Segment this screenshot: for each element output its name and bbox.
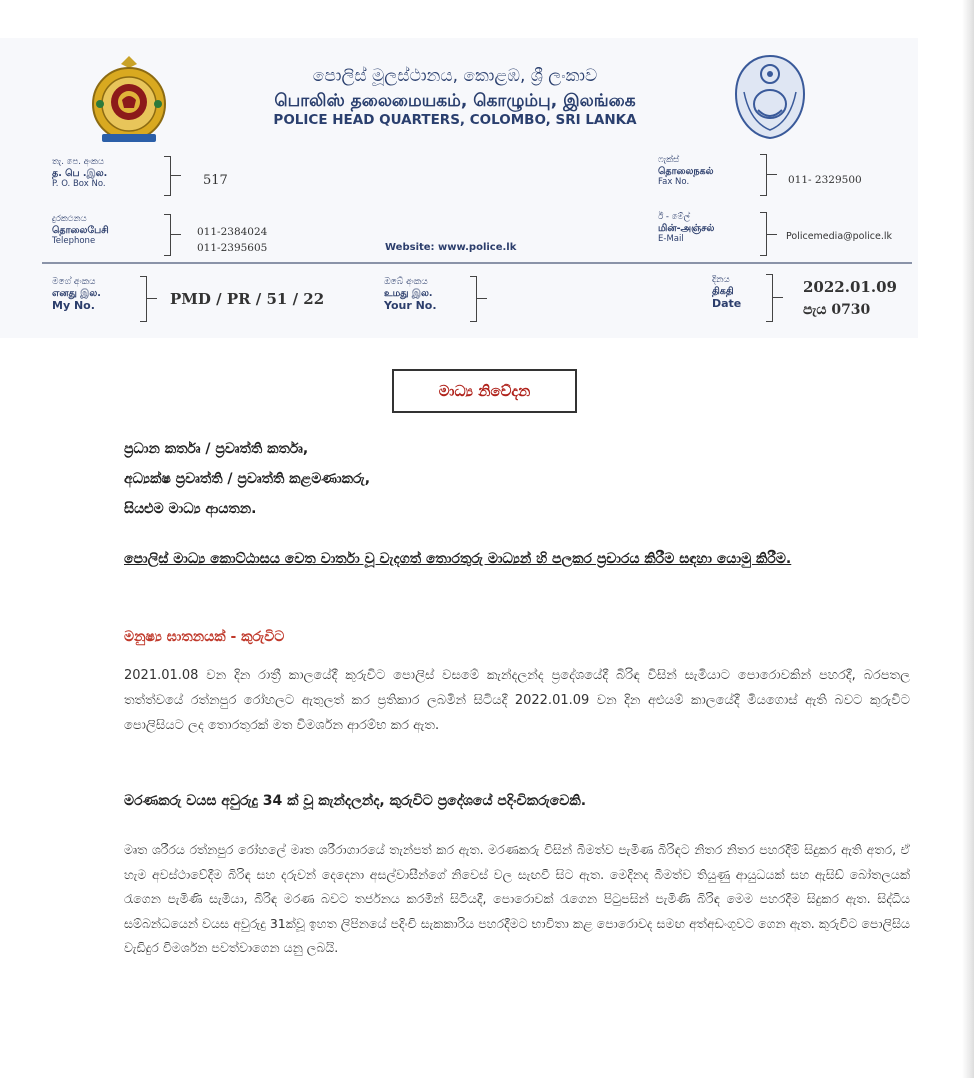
bracket xyxy=(470,276,477,322)
police-emblem-icon xyxy=(730,52,810,142)
header-name-english: POLICE HEAD QUARTERS, COLOMBO, SRI LANKA xyxy=(273,112,637,128)
header-divider xyxy=(42,262,912,264)
telephone-value-2: 011-2395605 xyxy=(197,242,268,254)
date-label: දිනය திகதி Date xyxy=(712,275,742,310)
my-no-label: මගේ අංකය எனது இல. My No. xyxy=(52,277,101,312)
national-emblem-icon xyxy=(88,54,170,144)
my-no-value: PMD / PR / 51 / 22 xyxy=(170,290,325,308)
email-label: ඊ - මේල් மின்-அஞ்சல் E-Mail xyxy=(658,212,715,244)
telephone-label: දුරකථනය தொலைபேசி Telephone xyxy=(52,214,109,246)
bracket xyxy=(760,212,767,256)
fax-value: 011- 2329500 xyxy=(788,174,862,186)
time-value: පැය 0730 xyxy=(803,302,871,318)
subject-line: පොලිස් මාධ්‍ය කොට්ඨාසය වෙත වාර්තා වූ වැදගත් තොරතුරු මාධ්‍යන් හි පලකර ප්‍රචාරය කිරීම සඳහා යොමු කිරීම. xyxy=(124,551,792,567)
website-link[interactable]: Website: www.police.lk xyxy=(385,242,517,253)
bracket-tick xyxy=(147,298,157,299)
bracket xyxy=(140,276,147,322)
bracket-tick xyxy=(171,234,181,235)
media-release-title: මාධ්‍ය නිවේදන xyxy=(392,369,577,413)
paragraph-incident: 2021.01.08 වන දින රාත්‍රී කාලයේදී කුරුවිට පොලිස් වසමේ කැන්දලන්ද ප්‍රදේශයේදී බිරිඳ විසින් සැමියාට පොරොවකින් පහරදී, බරපතල තත්ත්වයේ රත්නපුර රෝහලට ඇතුලත් කර ප්‍රතිකාර ලබමින් සිටියදී 2022.01.09 වන දින අළුයම් කාලයේදී මියගොස් ඇති බවට කුරුවිට පොලිසියට ලද තොරතුරක් මත විමර්ශන ආරම්භ කර ඇත. xyxy=(124,668,910,733)
email-value[interactable]: Policemedia@police.lk xyxy=(786,231,892,242)
po-box-value: 517 xyxy=(203,173,228,188)
telephone-value-1: 011-2384024 xyxy=(197,226,268,238)
bracket-tick xyxy=(767,234,777,235)
your-no-label: ඔබේ අංකය உமது இல. Your No. xyxy=(384,277,437,312)
po-box-label: තැ. පෙ. අංකය த. பெ .இல. P. O. Box No. xyxy=(52,157,108,189)
bracket-tick xyxy=(767,174,777,175)
paragraph-victim: මරණකරු වයස අවුරුදු 34 ක් වූ කැන්දලන්ද, කුරුවිට ප්‍රදේශයේ පදිංචිකරුවෙකි. xyxy=(124,793,587,809)
paragraph-details: මෘත ශරීරය රත්නපුර රෝහලේ මෘත ශරීරාගාරයේ තැන්පත් කර ඇත. මරණකරු විසින් බීමත්ව පැමිණ බිරිඳට නිතර නිතර පහරදීම් සිදුකර ඇති අතර, ඒ හැම අවස්ථාවේදීම බිරිඳ සහ දරුවන් දෙදෙනා අසල්වාසීන්ගේ නිවෙස් වල සැඟවී සිට ඇත. මෙදිනද බීමත්ව තියුණු ආයුධයක් සහ ඇසිඩ් බෝතලයක් රැගෙන පැමිණි සැමියා, බිරිඳ මරණ බවට තර්ජනය කරමින් සිටියදී, පොරොවක් රැගෙන පිටුපසින් පැමිණි බිරිඳ මෙම පහරදීම සිදුකර ඇත. සිද්ධිය සම්බන්ධයෙන් වයස අවුරුදු 31ක්වූ ඉහත ලිපිනයේ පදිංචි සැකකාරිය පහරදීමට භාවිතා කළ පොරොවද සමඟ අත්අඩංගුවට ගෙන ඇත. කුරුවිට පොලිසිය වැඩිදුර විමර්ශන පවත්වාගෙන යනු ලබයි. xyxy=(124,842,910,956)
page-edge-shadow xyxy=(962,0,974,1078)
bracket xyxy=(164,156,171,196)
bracket xyxy=(164,214,171,256)
bracket-tick xyxy=(171,175,181,176)
bracket xyxy=(766,274,773,322)
date-value: 2022.01.09 xyxy=(803,278,897,296)
section-heading: මනුෂ්‍ය ඝාතනයක් - කුරුවිට xyxy=(124,629,285,645)
addressee-line: ප්‍රධාන කර්තෘ / ප්‍රවෘත්ති කර්තෘ, xyxy=(124,441,309,457)
addressee-line: අධ්‍යක්ෂ ප්‍රවෘත්ති / ප්‍රවෘත්ති කළමණාකරු, xyxy=(124,471,371,487)
bracket-tick xyxy=(477,298,487,299)
bracket-tick xyxy=(773,297,783,298)
addressee-line: සියළුම මාධ්‍ය ආයතන. xyxy=(124,501,257,517)
bracket xyxy=(760,154,767,196)
header-name-tamil: பொலிஸ் தலைமையகம், கொழும்பு, இலங்கை xyxy=(274,91,636,111)
header-name-sinhala: පොලිස් මූලස්ථානය, කොළඹ, ශ්‍රී ලංකාව xyxy=(312,66,598,86)
fax-label: ෆැක්ස් தொலைநகல் Fax No. xyxy=(658,155,714,187)
